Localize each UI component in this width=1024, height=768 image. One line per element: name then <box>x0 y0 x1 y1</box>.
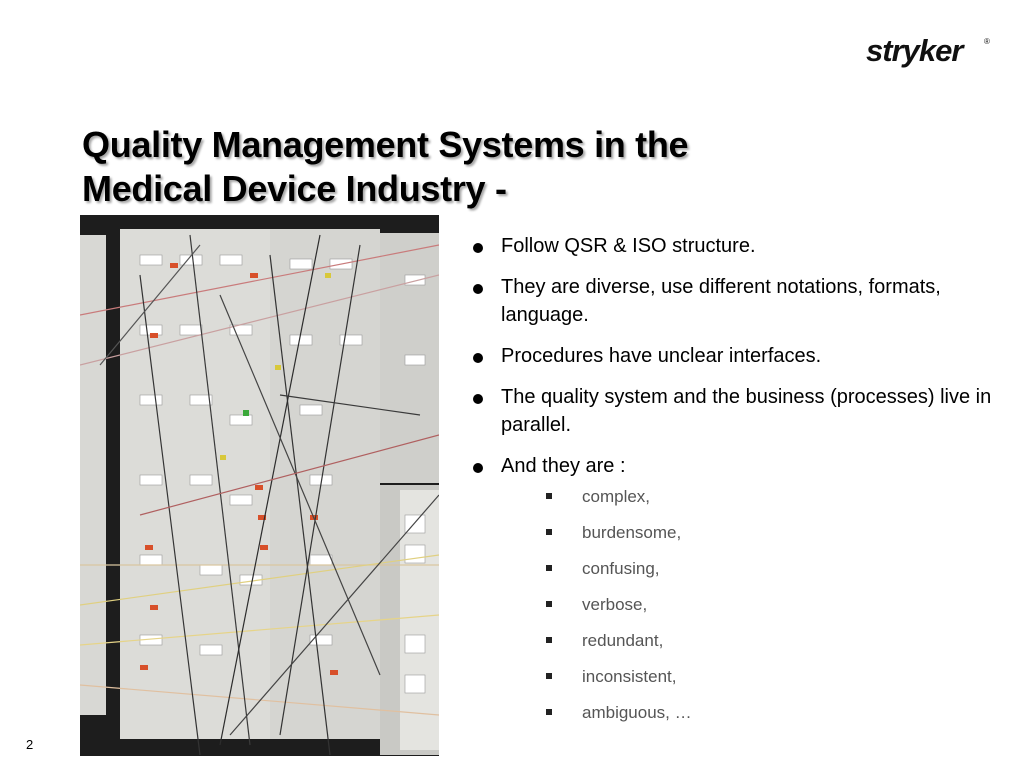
title-line-2: Medical Device Industry - <box>82 168 507 209</box>
registered-mark: ® <box>984 37 990 46</box>
square-bullet-icon <box>546 529 552 535</box>
title-line-1: Quality Management Systems in the <box>82 124 689 165</box>
bullet-text: The quality system and the business (processes) live in parallel. <box>501 386 992 436</box>
square-bullet-icon <box>546 709 552 715</box>
bullet-text: Procedures have unclear interfaces. <box>501 345 822 367</box>
sub-bullet-item: redundant, <box>501 630 1010 652</box>
page-number: 2 <box>26 737 34 752</box>
square-bullet-icon <box>546 673 552 679</box>
slide-title <box>82 123 842 211</box>
logo-wordmark: stryker <box>866 33 963 68</box>
bullet-item <box>470 342 1010 370</box>
sub-bullet-item: burdensome, <box>501 522 1010 544</box>
stryker-logo <box>864 30 992 70</box>
sub-bullet-item: confusing, <box>501 558 1010 580</box>
sub-bullet-item: complex, <box>501 486 1010 508</box>
bullet-item <box>470 452 1010 724</box>
bullet-dot-icon <box>473 243 483 253</box>
square-bullet-icon <box>546 493 552 499</box>
square-bullet-icon <box>546 601 552 607</box>
bullet-dot-icon <box>473 463 483 473</box>
bullet-item <box>470 273 1010 329</box>
bullet-text: Follow QSR & ISO structure. <box>501 235 756 257</box>
bullet-text: And they are : <box>501 455 626 477</box>
bullet-dot-icon <box>473 284 483 294</box>
square-bullet-icon <box>546 565 552 571</box>
bullet-item <box>470 383 1010 439</box>
sub-bullet-item: ambiguous, … <box>501 702 1010 724</box>
sub-bullet-item: inconsistent, <box>501 666 1010 688</box>
sub-bullet-list <box>501 486 1010 724</box>
bullet-item <box>470 232 1010 260</box>
sub-bullet-item: verbose, <box>501 594 1010 616</box>
bullet-text: They are diverse, use different notations, formats, language. <box>501 276 941 326</box>
bullet-list <box>470 232 1010 738</box>
bullet-dot-icon <box>473 394 483 404</box>
bullet-dot-icon <box>473 353 483 363</box>
square-bullet-icon <box>546 637 552 643</box>
process-map-photo <box>80 215 439 756</box>
